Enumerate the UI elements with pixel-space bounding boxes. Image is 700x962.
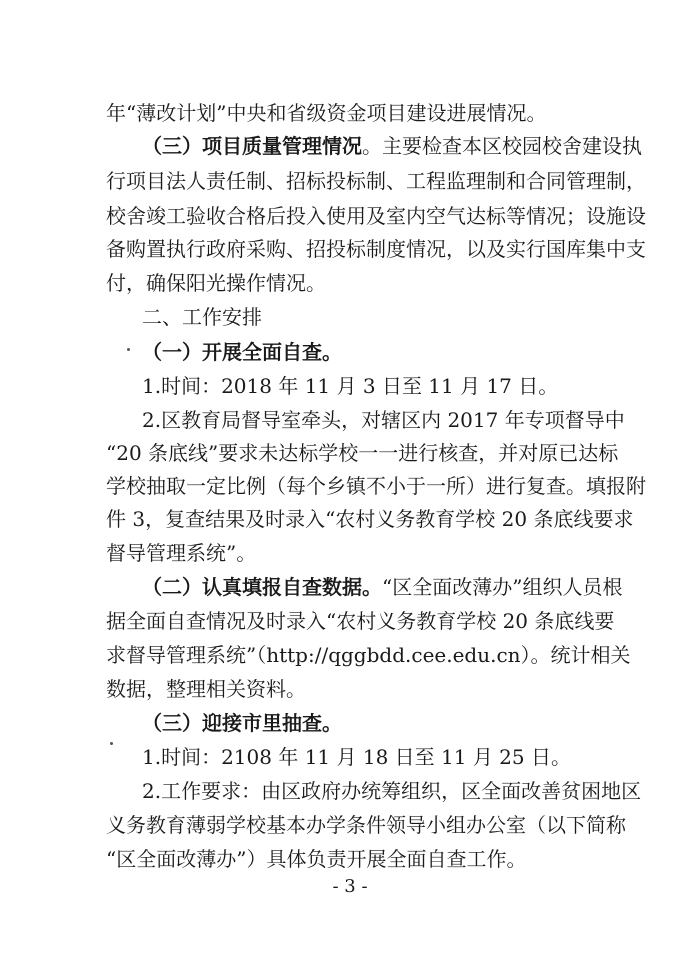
body-text: 2.区教育局督导室牵头，对辖区内 2017 年专项督导中	[142, 408, 625, 432]
body-line-11	[106, 440, 618, 466]
body-line-14	[106, 540, 256, 566]
body-line-5	[106, 236, 646, 262]
body-text: 督导管理系统”。	[106, 541, 257, 565]
body-text: 学校抽取一定比例（每个乡镇不小于一所）进行复查。填报附	[106, 474, 646, 498]
section-title-text: 二、工作安排	[142, 305, 262, 329]
section-title-work-arrangement	[142, 304, 262, 330]
body-line-12	[106, 473, 646, 499]
body-text: 1.时间：2018 年 11 月 3 日至 11 月 17 日。	[142, 374, 559, 398]
body-text: 求督导管理系统”（http://qggbdd.cee.edu.cn）。统计相关	[106, 643, 631, 667]
body-line-10	[142, 407, 625, 433]
body-text: 2.工作要求：由区政府办统筹组织，区全面改善贫困地区	[142, 779, 642, 803]
body-text: 付，确保阳光操作情况。	[106, 271, 326, 295]
body-line-21	[142, 778, 641, 804]
body-line-4	[106, 203, 646, 229]
body-line-16	[106, 608, 614, 634]
body-line-23	[106, 846, 526, 872]
scan-speck	[127, 348, 130, 351]
body-line-3	[106, 168, 646, 194]
body-text: 义务教育薄弱学校基本办学条件领导小组办公室（以下简称	[106, 813, 626, 837]
subsection-heading: （三）迎接市里抽查。	[142, 711, 342, 735]
body-text: 据全面自查情况及时录入“农村义务教育学校 20 条底线要	[106, 609, 615, 633]
body-text: “区全面改薄办”）具体负责开展全面自查工作。	[106, 847, 527, 871]
body-text: 数据，整理相关资料。	[106, 677, 306, 701]
body-line-17	[106, 642, 631, 668]
body-line-18	[106, 676, 306, 702]
body-line-20	[142, 744, 571, 770]
subsection-heading: （一）开展全面自查。	[142, 340, 342, 364]
body-text: “20 条底线”要求未达标学校一一进行核查，并对原已达标	[106, 441, 619, 465]
body-line-1	[106, 100, 546, 126]
subsection-city-spot-check	[142, 710, 342, 736]
body-line-6	[106, 270, 326, 296]
section-heading-quality: （三）项目质量管理情况	[142, 134, 362, 158]
body-text: 件 3，复查结果及时录入“农村义务教育学校 20 条底线要求	[106, 507, 634, 531]
subsection-heading: （二）认真填报自查数据。	[142, 575, 382, 599]
subsection-fill-self-check-data-line	[142, 574, 622, 600]
body-text: 1.时间：2108 年 11 月 18 日至 11 月 25 日。	[142, 745, 571, 769]
section-three-quality-line	[142, 133, 642, 159]
body-text: 。主要检查本区校园校舍建设执	[362, 134, 642, 158]
body-line-22	[106, 812, 626, 838]
body-text: 校舍竣工验收合格后投入使用及室内空气达标等情况；设施设	[106, 204, 646, 228]
body-line-9	[142, 373, 558, 399]
body-text: 备购置执行政府采购、招投标制度情况，以及实行国库集中支	[106, 237, 646, 261]
body-text: “区全面改薄办”组织人员根	[382, 575, 623, 599]
subsection-comprehensive-self-check	[142, 339, 342, 365]
body-text: 行项目法人责任制、招标投标制、工程监理制和合同管理制，	[106, 169, 646, 193]
page-number: - 3 -	[332, 876, 368, 897]
scan-speck	[110, 742, 113, 745]
body-line-13	[106, 506, 633, 532]
body-text: 年“薄改计划”中央和省级资金项目建设进展情况。	[106, 101, 547, 125]
